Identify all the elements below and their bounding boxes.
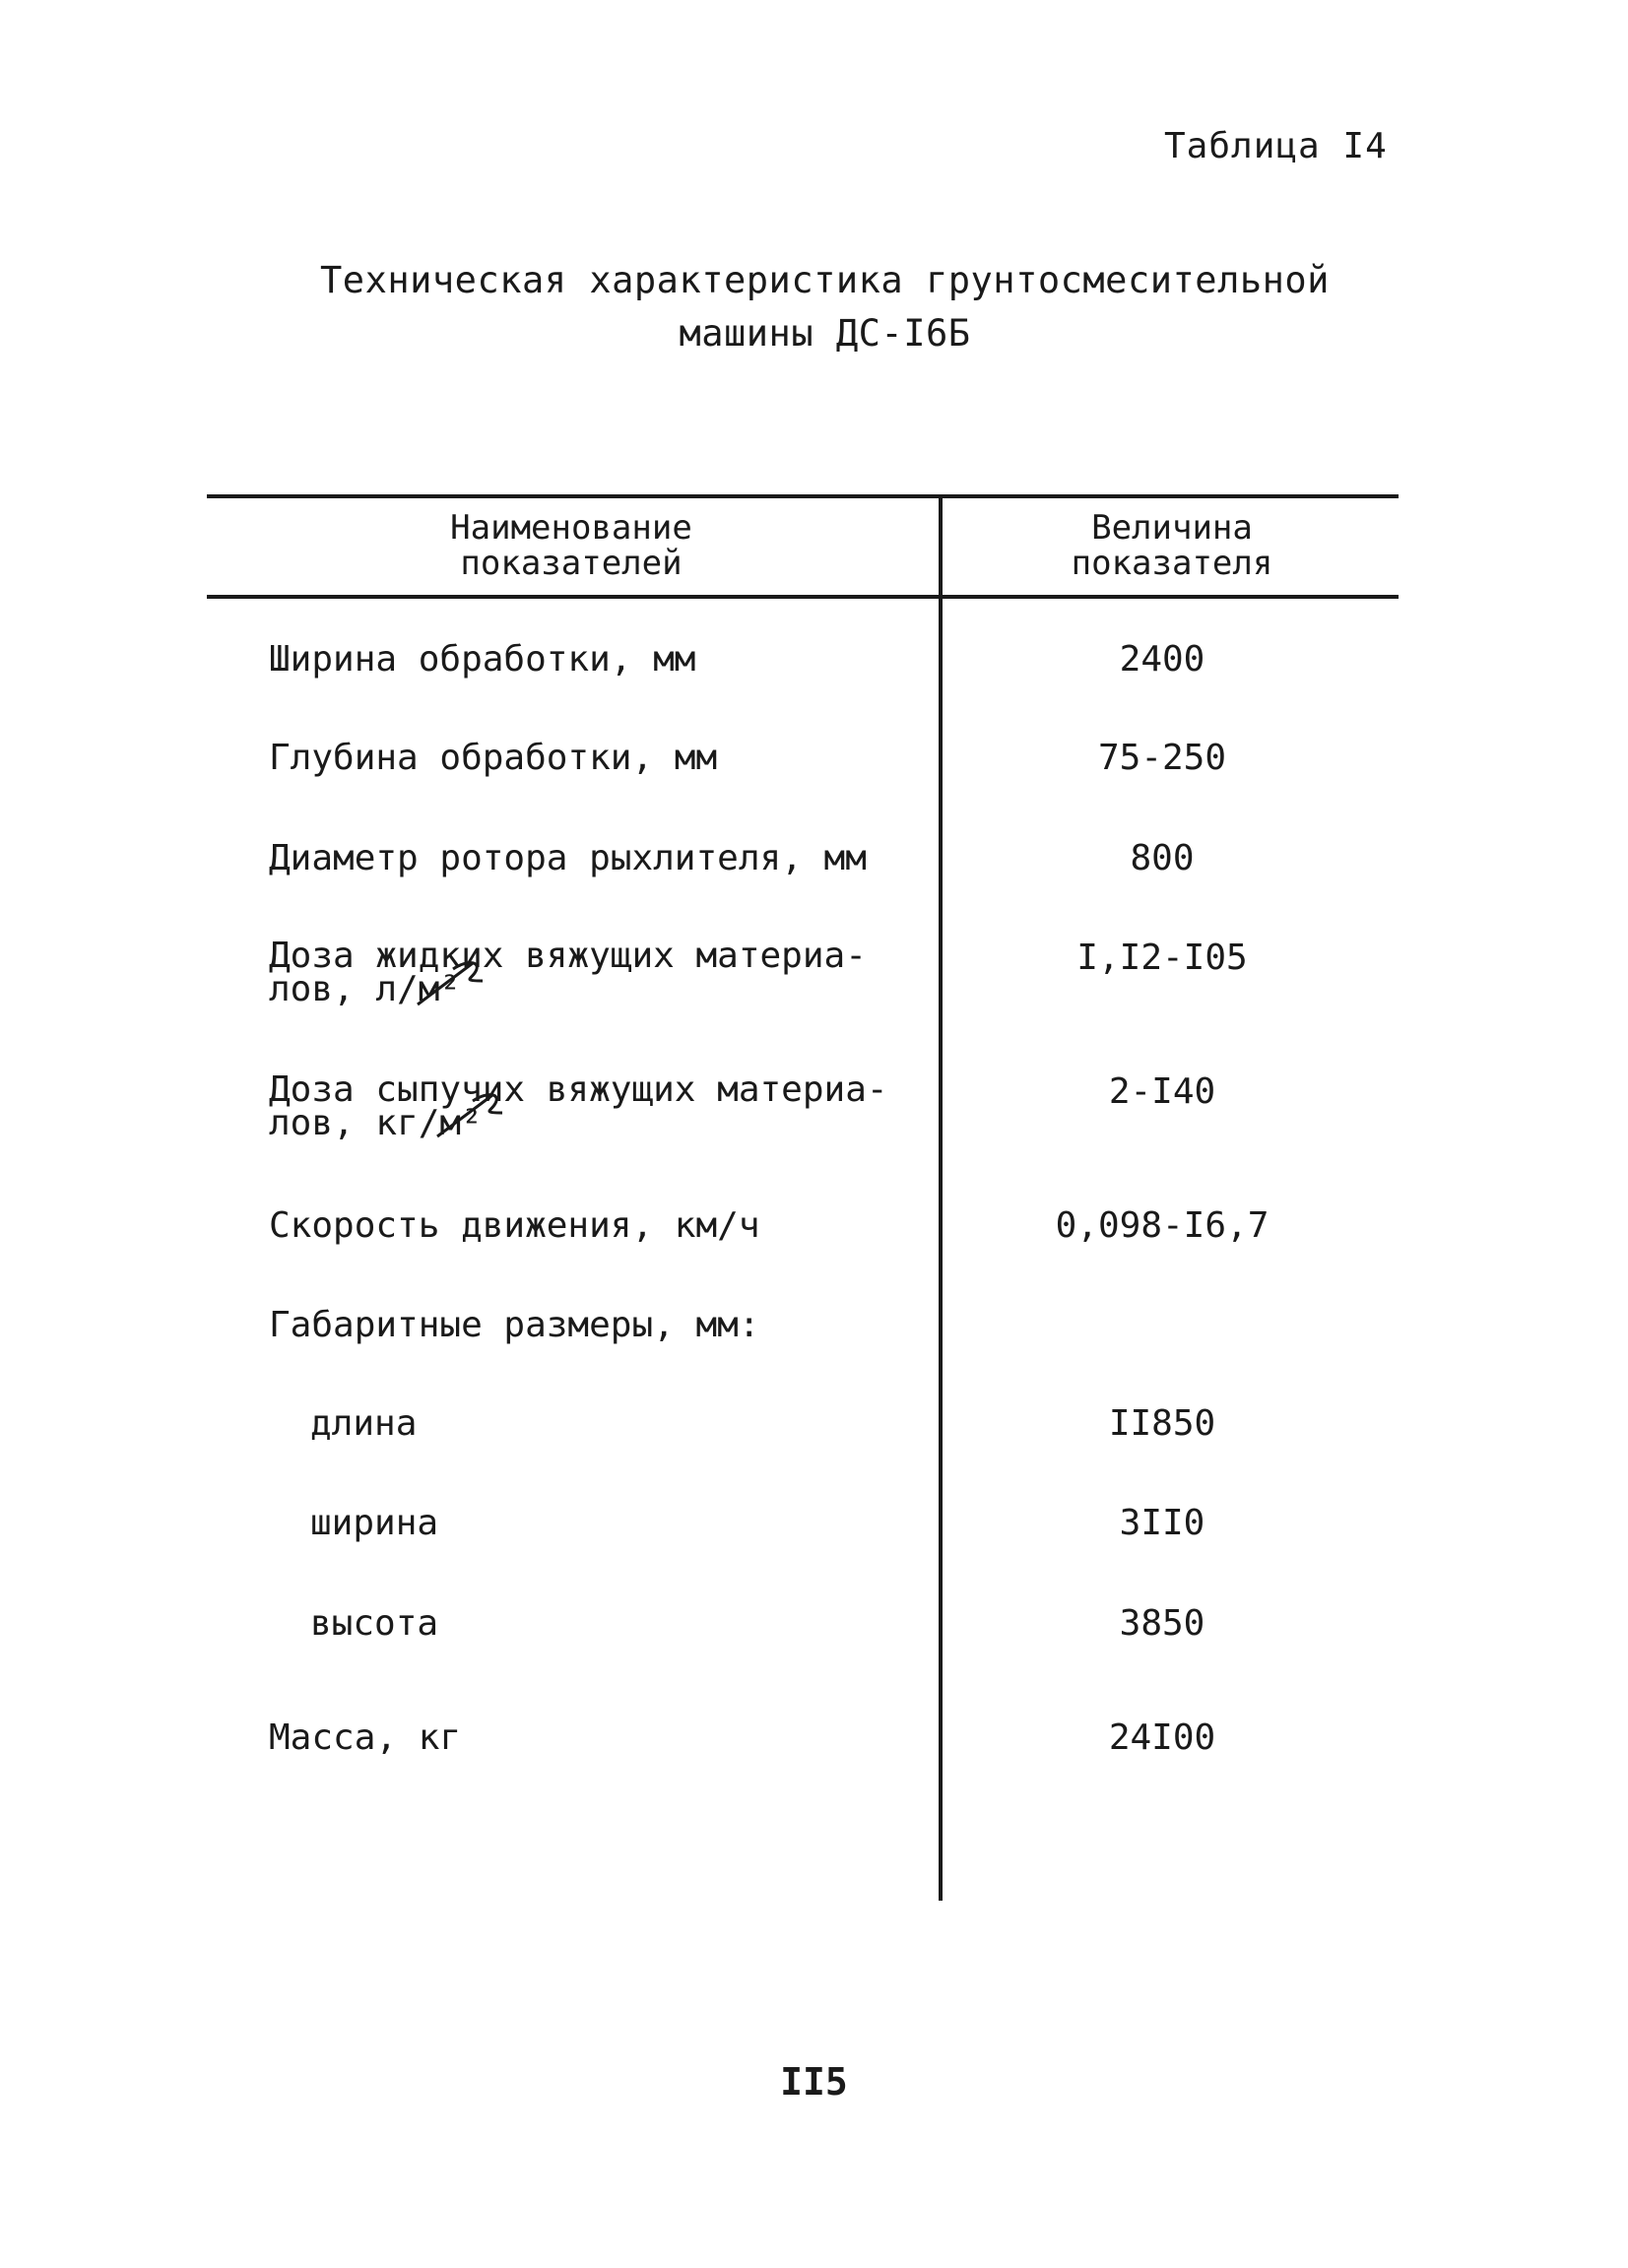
page-number: II5	[780, 2060, 848, 2104]
table-row-name: высота	[310, 1603, 439, 1644]
table-row-name: Ширина обработки, мм	[269, 639, 696, 680]
table-row-name: Скорость движения, км/ч	[269, 1205, 760, 1246]
table-row-value: 2-I40	[1108, 1071, 1216, 1112]
table-row-name: Масса, кг	[269, 1717, 462, 1758]
handwritten-superscript-mark	[414, 955, 502, 1014]
table-row-name: ширина	[310, 1503, 439, 1543]
handwritten-superscript-mark	[433, 1087, 522, 1146]
column-header-name: Наименование показателей	[450, 508, 692, 583]
table-row-value: II850	[1108, 1403, 1216, 1444]
table-title-line-2: машины ДС-I6Б	[679, 312, 971, 355]
table-top-rule	[207, 494, 1399, 498]
table-row-name: Глубина обработки, мм	[269, 738, 718, 778]
table-row-value: 3II0	[1119, 1503, 1205, 1543]
table-row-value: I,I2-I05	[1076, 938, 1248, 978]
table-row-value: 0,098-I6,7	[1055, 1205, 1270, 1246]
table-header-rule	[207, 595, 1399, 599]
table-row-value: 800	[1130, 838, 1195, 878]
table-row-value: 75-250	[1097, 738, 1227, 778]
table-number-label: Таблица I4	[1164, 126, 1388, 166]
table-row-name: Габаритные размеры, мм:	[269, 1305, 760, 1345]
table-title-line-1: Техническая характеристика грунтосмесительной	[320, 259, 1330, 301]
table-row-value: 3850	[1119, 1603, 1205, 1644]
table-row-name: Доза сыпучих вяжущих материа- лов, кг/м²	[269, 1069, 888, 1143]
table-row-value: 24I00	[1108, 1717, 1216, 1758]
table-row-value: 2400	[1119, 639, 1205, 680]
table-row-name: длина	[310, 1403, 418, 1444]
column-header-value: Величина показателя	[1071, 508, 1273, 583]
table-column-divider	[939, 494, 943, 1901]
table-row-name: Доза жидких вяжущих материа- лов, л/м²	[269, 936, 867, 1009]
table-row-name: Диаметр ротора рыхлителя, мм	[269, 838, 867, 878]
